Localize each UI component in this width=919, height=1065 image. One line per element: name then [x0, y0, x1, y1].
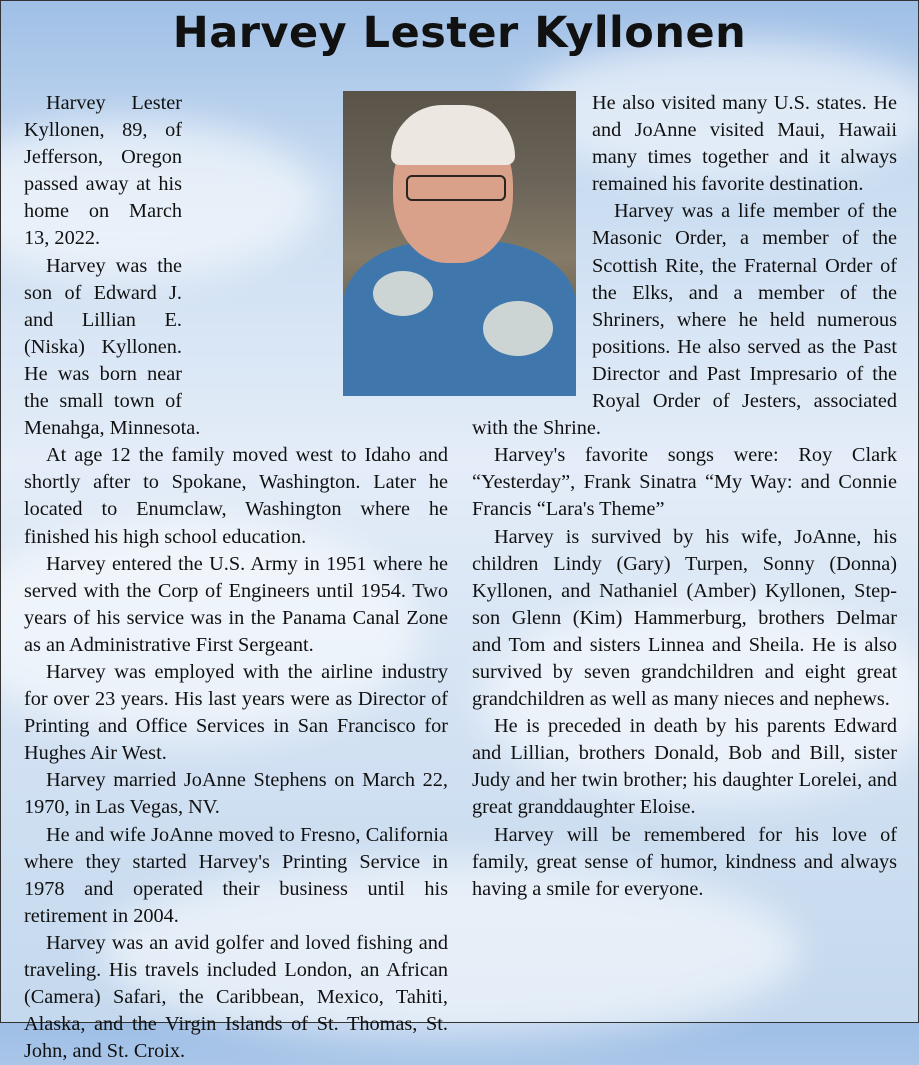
paragraph: Harvey was a life member of the Masonic Order, a member of the Scottish Rite, the Fraternal Order of the Elks, and a member of the Shriners, where he held numerous positions. He also served as the Past Director and Past Impresario of the Royal Order of Jesters, associated with the Shrine. [472, 200, 897, 440]
paragraph: At age 12 the family moved west to Idaho and shortly after to Spokane, Washington. Later he located to Enumclaw, Washington where he finished his high school education. [24, 444, 448, 548]
paragraph: Harvey entered the U.S. Army in 1951 where he served with the Corp of Engineers until 1954. Two years of his service was in the Panama Canal Zone as an Administrative First Sergeant. [24, 552, 448, 656]
photo-spacer [196, 90, 448, 397]
paragraph: He and wife JoAnne moved to Fresno, California where they started Harvey's Printing Service in 1978 and operated their business until his retirement in 2004. [24, 823, 448, 927]
paragraph: Harvey was employed with the airline industry for over 23 years. His last years were as Director of Printing and Office Services in San Francisco for Hughes Air West. [24, 660, 448, 765]
paragraph: Harvey's favorite songs were: Roy Clark “Yesterday”, Frank Sinatra “My Way: and Connie Francis “Lara's Theme” [472, 444, 897, 521]
paragraph: Harvey was the son of Edward J. and Lillian E. (Niska) Kyllonen. He was born near the small town of Menahga, Minnesota. [24, 254, 201, 440]
paragraph: Harvey is survived by his wife, JoAnne, his children Lindy (Gary) Turpen, Sonny (Donna) Kyllonen, and Nathaniel (Amber) Kyllonen, Step-son Glenn (Kim) Hammerburg, brothers Delmar and Tom and sisters Linnea and Sheila. He is also survived by seven grandchildren and eight great grandchildren as well as many nieces and nephews. [472, 525, 897, 711]
paragraph: Harvey married JoAnne Stephens on March 22, 1970, in Las Vegas, NV. [24, 769, 448, 819]
paragraph: He also visited many U.S. states. He and JoAnne visited Maui, Hawaii many times together and it always remained his favorite destination. [592, 92, 897, 196]
text-column-right [472, 90, 897, 903]
paragraph: Harvey will be remembered for his love of family, great sense of humor, kindness and always having a smile for everyone. [472, 823, 897, 900]
text-column-left [24, 90, 448, 1065]
paragraph: He is preceded in death by his parents Edward and Lillian, brothers Donald, Bob and Bill, sister Judy and her twin brother; his daughter Lorelei, and great granddaughter Eloise. [472, 715, 897, 819]
photo-spacer [472, 90, 592, 397]
paragraph: Harvey was an avid golfer and loved fishing and traveling. His travels included London, an African (Camera) Safari, the Caribbean, Mexico, Tahiti, Alaska, and the Virgin Islands of St. Thomas, St. John, and St. Croix. [24, 931, 448, 1063]
page-title: Harvey Lester Kyllonen [172, 8, 747, 58]
paragraph: Harvey Lester Kyllonen, 89, of Jefferson, Oregon passed away at his home on March 13, 2022. [24, 92, 182, 250]
